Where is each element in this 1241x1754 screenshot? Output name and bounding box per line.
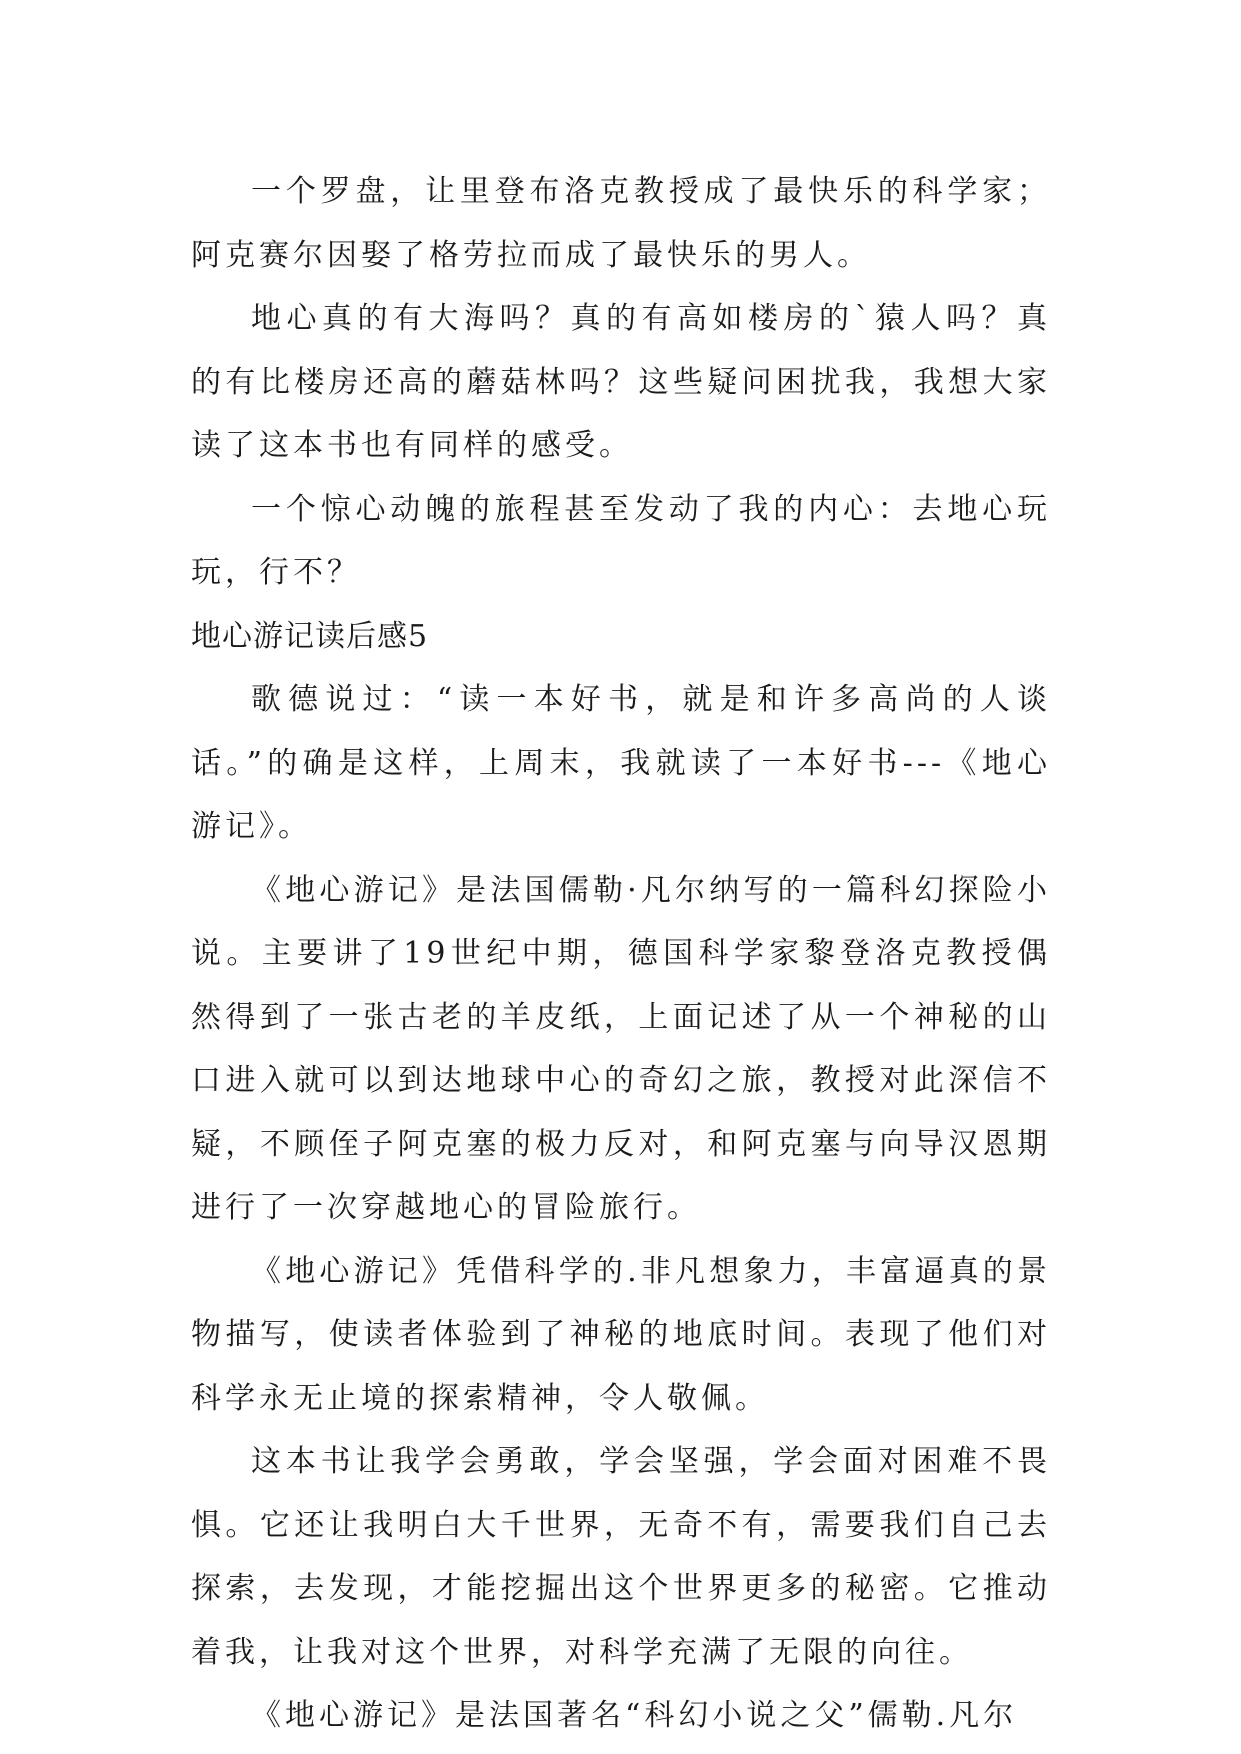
paragraph: 《地心游记》是法国儒勒·凡尔纳写的一篇科幻探险小说。主要讲了19世纪中期，德国科学家黎登洛克教授偶然得到了一张古老的羊皮纸，上面记述了从一个神秘的山口进入就可以到达地球中心的奇幻之旅，教授对此深信不疑，不顾侄子阿克塞的极力反对，和阿克塞与向导汉恩期进行了一次穿越地心的冒险旅行。 <box>191 872 1051 1225</box>
paragraph: 《地心游记》是法国著名“科幻小说之父”儒勒.凡尔 <box>251 1698 1018 1733</box>
paragraph: 地心真的有大海吗？真的有高如楼房的`猿人吗？真的有比楼房还高的蘑菇林吗？这些疑问困扰我，我想大家读了这本书也有同样的感受。 <box>191 301 1051 463</box>
paragraph: 歌德说过：“读一本好书，就是和许多高尚的人谈话。”的确是这样，上周末，我就读了一本好书---《地心游记》。 <box>191 682 1051 844</box>
paragraph: 《地心游记》凭借科学的.非凡想象力，丰富逼真的景物描写，使读者体验到了神秘的地底时间。表现了他们对科学永无止境的探索精神，令人敬佩。 <box>191 1253 1051 1416</box>
paragraph: 一个罗盘，让里登布洛克教授成了最快乐的科学家；阿克赛尔因娶了格劳拉而成了最快乐的男人。 <box>191 174 1051 273</box>
document-body <box>191 160 1051 1748</box>
paragraph: 一个惊心动魄的旅程甚至发动了我的内心：去地心玩玩，行不？ <box>191 491 1051 590</box>
section-heading: 地心游记读后感5 <box>191 618 429 654</box>
paragraph: 这本书让我学会勇敢，学会坚强，学会面对困难不畏惧。它还让我明白大千世界，无奇不有，需要我们自己去探索，去发现，才能挖掘出这个世界更多的秘密。它推动着我，让我对这个世界，对科学充满了无限的向往。 <box>191 1444 1051 1670</box>
